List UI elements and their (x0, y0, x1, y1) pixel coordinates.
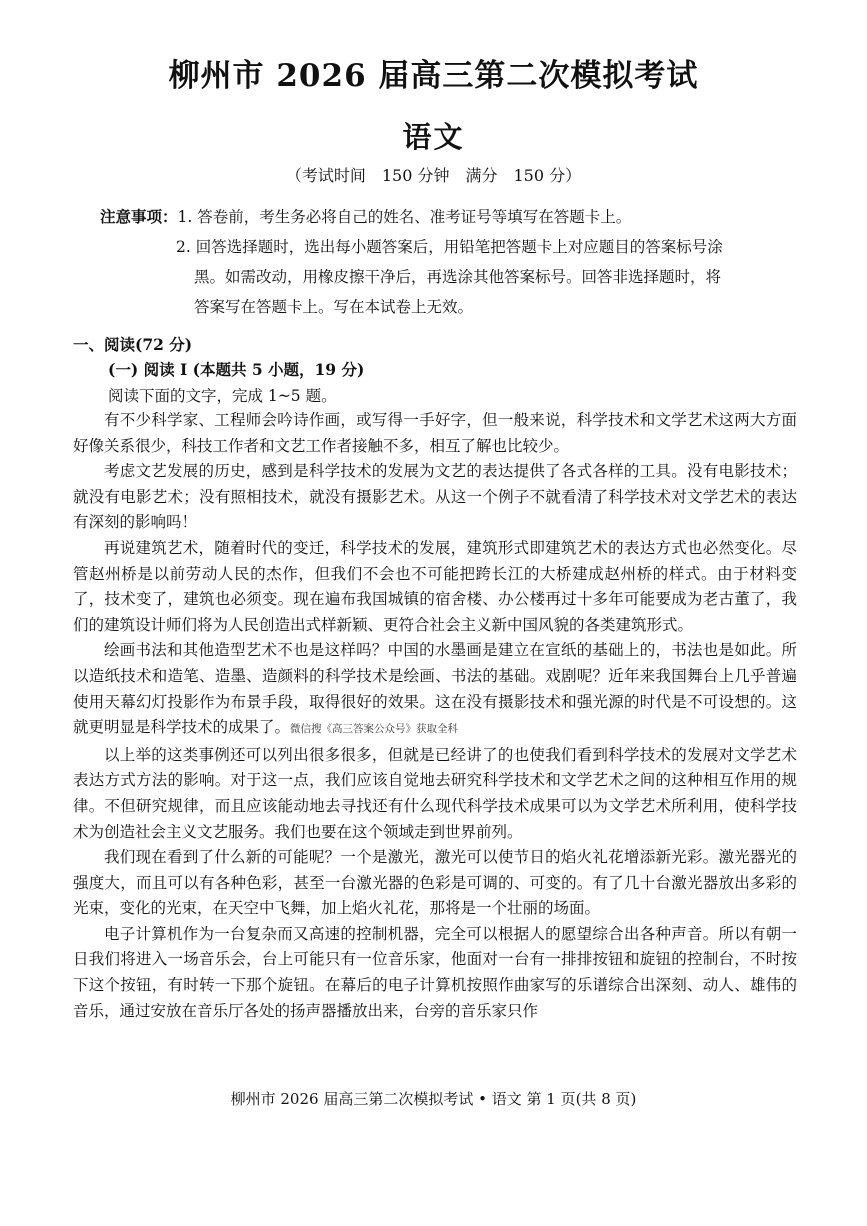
note-item-2-line-2: 黑。如需改动，用橡皮擦干净后，再选涂其他答案标号。回答非选择题时，将 (194, 268, 722, 286)
passage-paragraph-6: 我们现在看到了什么新的可能呢？一个是激光，激光可以使节日的焰火礼花增添新光彩。激光器光的强度大，而且可以有各种色彩，甚至一台激光器的色彩是可调的、可变的。有了几十台激光器放出多彩的光束，变化的光束，在天空中飞舞，加上焰火礼花，那将是一个壮丽的场面。 (73, 848, 797, 918)
exam-info: （考试时间 150 分钟 满分 150 分） (285, 166, 582, 185)
passage-paragraph-4 (73, 638, 797, 742)
passage-paragraph-2: 考虑文艺发展的历史，感到是科学技术的发展为文艺的表达提供了各式各样的工具。没有电影技术；就没有电影艺术；没有照相技术，就没有摄影艺术。从这一个例子不就看清了科学技术对文学艺术的表达有深刻的影响吗！ (73, 462, 797, 532)
reading-passage (73, 408, 797, 1024)
watermark-text: 微信搜《高三答案公众号》获取全科 (290, 723, 459, 736)
section-heading: 一、阅读(72 分) (73, 335, 193, 354)
subject-title: 语文 (402, 120, 465, 154)
note-text-1: 1. 答卷前，考生务必将自己的姓名、准考证号等填写在答题卡上。 (177, 208, 632, 226)
reading-instruction: 阅读下面的文字，完成 1~5 题。 (108, 387, 337, 405)
passage-paragraph-7: 电子计算机作为一台复杂而又高速的控制机器，完全可以根据人的愿望综合出各种声音。所以有朝一日我们将进入一场音乐会，台上可能只有一位音乐家，他面对一台有一排排按钮和旋钮的控制台，不时按下这个按钮，有时转一下那个旋钮。在幕后的电子计算机按照作曲家写的乐谱综合出深刻、动人、雄伟的音乐，通过安放在音乐厅各处的扬声器播放出来，台旁的音乐家只作 (73, 924, 797, 1020)
passage-paragraph-4-text: 绘画书法和其他造型艺术不也是这样吗？中国的水墨画是建立在宣纸的基础上的，书法也是如此。所以造纸技术和造笔、造墨、造颜料的科学技术是绘画、书法的基础。戏剧呢？近年来我国舞台上几乎普遍使用天幕幻灯投影作为布景手段，取得很好的效果。这在没有摄影技术和强光源的时代是不可设想的。这就更明显是科学技术的成果了。 (73, 641, 797, 737)
note-item-2-line-1: 2. 回答选择题时，选出每小题答案后，用铅笔把答题卡上对应题目的答案标号涂 (176, 238, 723, 256)
page-footer: 柳州市 2026 届高三第二次模拟考试 • 语文 第 1 页(共 8 页) (230, 1090, 637, 1108)
passage-paragraph-5: 以上举的这类事例还可以列出很多很多，但就是已经讲了的也使我们看到科学技术的发展对文学艺术表达方式方法的影响。对于这一点，我们应该自觉地去研究科学技术和文学艺术之间的这种相互作用的规律。不但研究规律，而且应该能动地去寻找还有什么现代科学技术成果可以为文学艺术所利用，使科学技术为创造社会主义文艺服务。我们也要在这个领域走到世界前列。 (73, 745, 797, 841)
notes-label: 注意事项： (100, 207, 178, 226)
subsection-heading: (一) 阅读 I (本题共 5 小题，19 分) (108, 360, 365, 379)
note-item-2-line-3: 答案写在答题卡上。写在本试卷上无效。 (194, 298, 474, 316)
passage-paragraph-1: 有不少科学家、工程师会吟诗作画，或写得一手好字，但一般来说，科学技术和文学艺术这两大方面好像关系很少，科技工作者和文艺工作者接触不多，相互了解也比较少。 (73, 411, 797, 455)
notes-block (100, 202, 800, 322)
exam-title: 柳州市 2026 届高三第二次模拟考试 (168, 58, 699, 94)
note-item-1 (100, 202, 800, 232)
passage-paragraph-3: 再说建筑艺术，随着时代的变迁，科学技术的发展，建筑形式即建筑艺术的表达方式也必然变化。尽管赵州桥是以前劳动人民的杰作，但我们不会也不可能把跨长江的大桥建成赵州桥的样式。由于材料变了，技术变了，建筑也必须变。现在遍布我国城镇的宿舍楼、办公楼再过十多年可能要成为老古董了，我们的建筑设计师们将为人民创造出式样新颖、更符合社会主义新中国风貌的各类建筑形式。 (73, 538, 797, 634)
